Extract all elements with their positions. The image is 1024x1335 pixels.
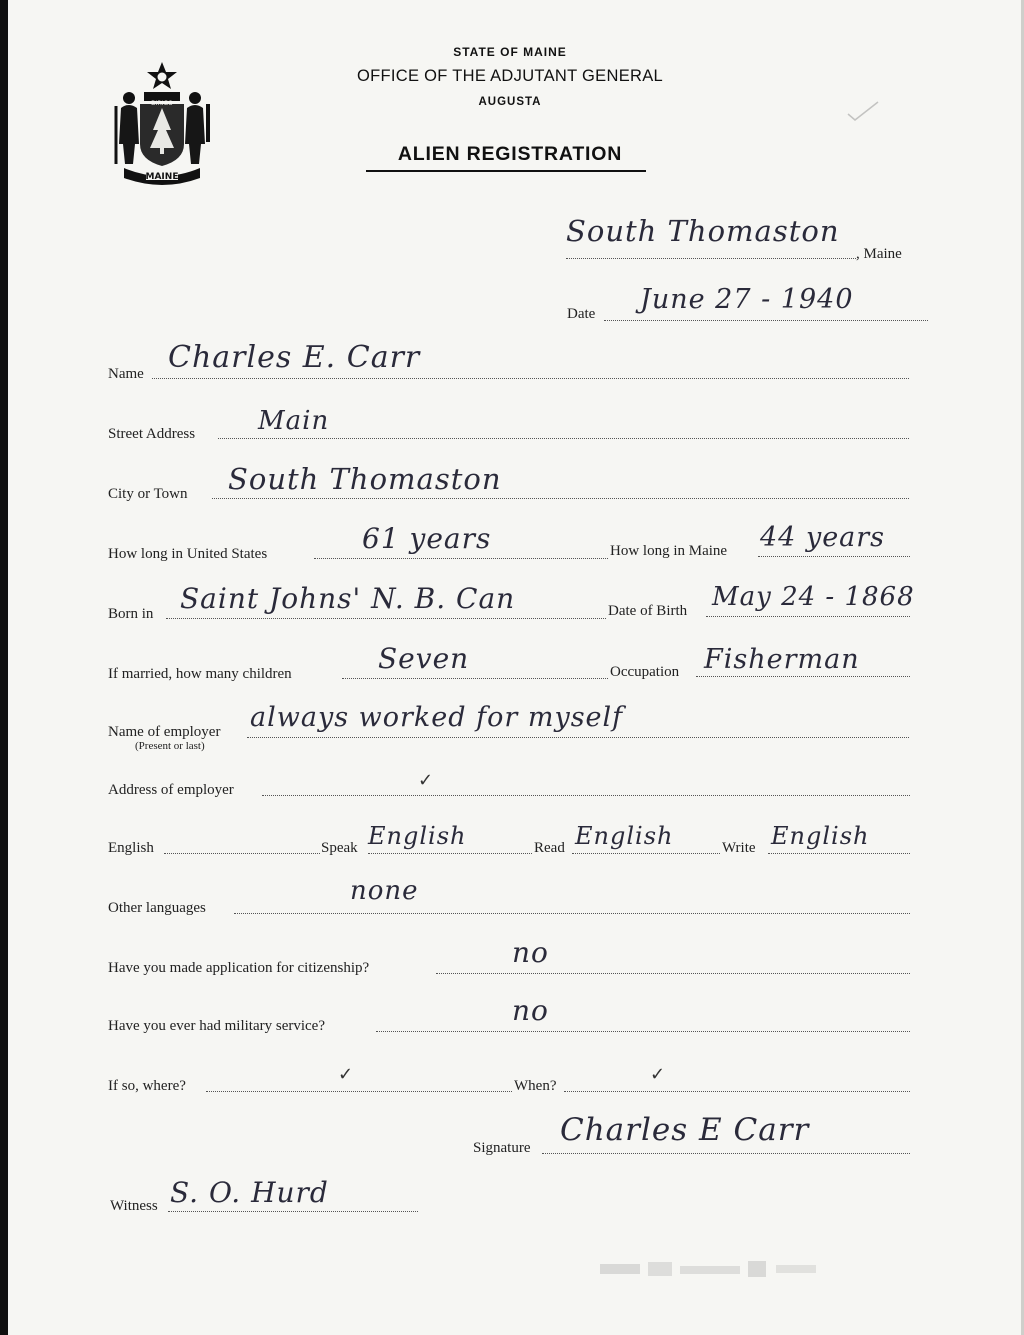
signature-label: Signature (473, 1140, 531, 1156)
write-value: English (771, 822, 870, 850)
how-long-maine-value: 44 years (760, 522, 886, 553)
street-value: Main (258, 406, 330, 436)
born-in-label: Born in (108, 606, 154, 622)
date-label: Date (567, 306, 596, 322)
how-long-maine-dotted-line (758, 556, 910, 557)
write-label: Write (722, 840, 756, 856)
city-value: South Thomaston (228, 462, 502, 496)
born-in-value: Saint Johns' N. B. Can (180, 582, 516, 615)
name-dotted-line (152, 378, 909, 379)
how-long-us-label: How long in United States (108, 546, 268, 562)
employer-label: Name of employer (108, 724, 221, 740)
born-in-dotted-line (166, 618, 606, 619)
read-dotted-line (572, 853, 720, 854)
military-label: Have you ever had military service? (108, 1018, 325, 1034)
english-dotted-line (164, 853, 320, 854)
how-long-us-dotted-line (314, 558, 608, 559)
where-label: If so, where? (108, 1078, 186, 1094)
seal-name-text: MAINE (145, 172, 179, 182)
occupation-dotted-line (696, 676, 910, 677)
read-value: English (575, 822, 674, 850)
signature-value: Charles E Carr (560, 1112, 810, 1148)
seal-motto-text: DIRIGO (151, 100, 173, 107)
dob-value: May 24 - 1868 (712, 582, 915, 612)
town-dotted-line (566, 258, 856, 259)
title-underline (366, 170, 646, 172)
citizenship-dotted-line (436, 973, 910, 974)
street-dotted-line (218, 438, 909, 439)
faint-check-mark-icon (846, 100, 880, 122)
write-dotted-line (768, 853, 910, 854)
town-value: South Thomaston (566, 214, 840, 248)
name-label: Name (108, 366, 144, 382)
dob-label: Date of Birth (608, 603, 688, 619)
other-languages-value: none (350, 876, 419, 906)
speak-label: Speak (321, 840, 358, 856)
employer-note: (Present or last) (135, 740, 205, 752)
header-state: STATE OF MAINE (453, 45, 567, 59)
citizenship-label: Have you made application for citizenship? (108, 960, 370, 976)
employer-dotted-line (247, 737, 909, 738)
speak-dotted-line (368, 853, 532, 854)
other-languages-dotted-line (234, 913, 910, 914)
header-office: OFFICE OF THE ADJUTANT GENERAL (356, 67, 664, 85)
read-label: Read (534, 840, 565, 856)
where-dotted-line (206, 1091, 512, 1092)
how-long-maine-label: How long in Maine (610, 543, 728, 559)
witness-dotted-line (168, 1211, 418, 1212)
employer-address-label: Address of employer (108, 782, 234, 798)
witness-value: S. O. Hurd (170, 1176, 329, 1209)
state-label: , Maine (856, 246, 902, 262)
scan-edge-left (0, 0, 8, 1335)
military-dotted-line (376, 1031, 910, 1032)
witness-label: Witness (110, 1198, 158, 1214)
dob-dotted-line (706, 616, 910, 617)
speak-value: English (368, 822, 467, 850)
other-languages-label: Other languages (108, 900, 206, 916)
maine-state-seal-icon (110, 58, 214, 186)
when-label: When? (514, 1078, 557, 1094)
how-long-us-value: 61 years (362, 522, 492, 555)
citizenship-value: no (512, 936, 549, 969)
signature-dotted-line (542, 1153, 910, 1154)
name-value: Charles E. Carr (168, 340, 421, 375)
date-value: June 27 - 1940 (640, 284, 854, 315)
military-value: no (512, 994, 549, 1027)
where-check-icon: ✓ (338, 1064, 354, 1085)
date-dotted-line (604, 320, 928, 321)
when-check-icon: ✓ (650, 1064, 666, 1085)
occupation-label: Occupation (610, 664, 680, 680)
form-title: ALIEN REGISTRATION (397, 143, 623, 165)
employer-value: always worked for myself (250, 702, 624, 733)
faint-stamp-mark-icon (600, 1258, 820, 1282)
children-dotted-line (342, 678, 608, 679)
occupation-value: Fisherman (704, 644, 860, 675)
employer-address-dotted-line (262, 795, 910, 796)
employer-address-check-icon: ✓ (418, 770, 434, 791)
header-city: AUGUSTA (478, 96, 542, 108)
when-dotted-line (564, 1091, 910, 1092)
children-value: Seven (378, 642, 470, 675)
street-label: Street Address (108, 426, 196, 442)
children-label: If married, how many children (108, 666, 292, 682)
english-label: English (108, 840, 154, 856)
city-dotted-line (212, 498, 909, 499)
city-label: City or Town (108, 486, 188, 502)
